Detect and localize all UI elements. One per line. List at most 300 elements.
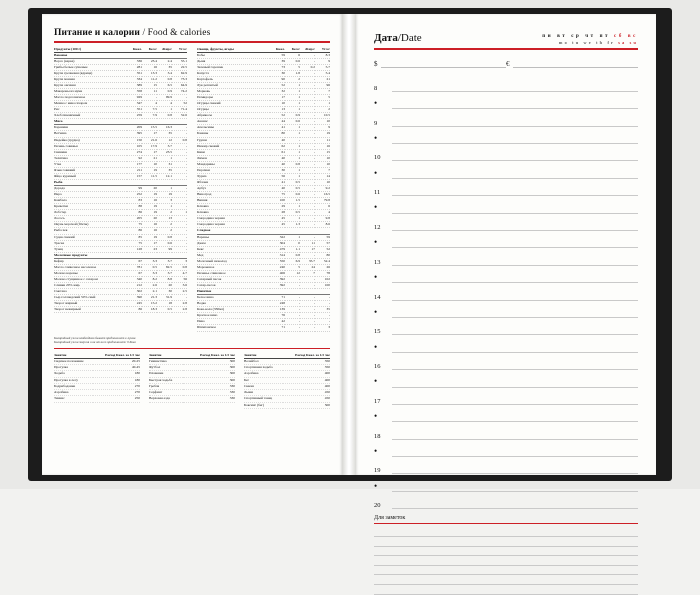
food-value: 479: [270, 246, 285, 252]
header-fat: Жир.г: [300, 47, 315, 53]
currency-usd-field[interactable]: [374, 59, 506, 68]
page-title-ru: Питание и калории: [54, 28, 140, 38]
hour-write-line[interactable]: [392, 448, 638, 457]
activity-burn: 270: [93, 383, 140, 389]
hour-write-line[interactable]: [392, 222, 638, 231]
weekday-en-th[interactable]: th: [596, 40, 608, 45]
hour-write-line[interactable]: [392, 117, 638, 126]
food-value: 1.1: [285, 246, 300, 252]
food-value: 1: [157, 107, 172, 113]
food-value: 74.2: [172, 89, 187, 95]
write-line[interactable]: [392, 465, 638, 474]
hour-write-line[interactable]: [392, 309, 638, 318]
write-line[interactable]: [392, 117, 638, 126]
food-value: 177: [127, 161, 142, 167]
activity-name: Бег: [244, 377, 283, 383]
food-value: 100: [270, 198, 285, 204]
hour-row-half[interactable]: [374, 335, 638, 352]
hour-row-half[interactable]: [374, 196, 638, 213]
hour-write-line[interactable]: [392, 361, 638, 370]
activity-name: Прогулка в лесу: [54, 377, 93, 383]
hour-label: •: [374, 98, 378, 109]
food-value: 1: [285, 173, 300, 179]
activity-name: Плавание: [149, 371, 183, 377]
food-value: 347: [127, 101, 142, 107]
hour-row-20[interactable]: [374, 492, 638, 509]
food-value: 17: [142, 131, 157, 137]
activity-name: Боксинг (бег): [244, 402, 283, 408]
food-value: 3: [315, 325, 330, 331]
food-value: 550: [270, 258, 285, 264]
calorie-note-line-2: Калорийный ужин энергия и он от него предполагает: 9 Ккал: [54, 340, 136, 345]
activity-name: Быстрая ходьба: [149, 377, 183, 383]
food-name: Ворсо (варка): [54, 58, 127, 64]
weekday-en-tu[interactable]: tu: [572, 40, 584, 45]
page-gutter: [342, 14, 356, 475]
note-line[interactable]: [374, 566, 638, 576]
hour-row-11[interactable]: [374, 179, 638, 196]
food-value: -: [172, 240, 187, 246]
food-value: 128: [127, 246, 142, 252]
activity-burn: 330: [183, 383, 235, 389]
food-tables: [54, 47, 330, 332]
food-value: 259: [127, 113, 142, 119]
food-value: 19: [142, 210, 157, 216]
food-value: -: [300, 234, 315, 240]
activity-burn: 300: [183, 377, 235, 383]
weekday-en-su[interactable]: su: [629, 40, 638, 45]
food-value: -: [142, 95, 157, 101]
food-value: 16: [315, 143, 330, 149]
food-value: 0.5: [142, 264, 157, 270]
write-line[interactable]: [392, 500, 638, 509]
hour-write-line[interactable]: [392, 239, 638, 248]
food-value: 0.6: [157, 240, 172, 246]
header-kcal: Ккал.: [270, 47, 285, 53]
food-name: Рис: [54, 107, 127, 113]
food-name: Вишня: [197, 198, 270, 204]
food-value: 21: [315, 76, 330, 82]
hour-write-line[interactable]: [392, 291, 638, 300]
food-value: -: [300, 89, 315, 95]
write-line[interactable]: [392, 239, 638, 248]
food-value: 52.6: [172, 113, 187, 119]
activity-burn: 250: [93, 396, 140, 402]
food-value: 10: [270, 101, 285, 107]
page-title-en: Food & calories: [147, 28, 211, 38]
food-value: -: [300, 198, 315, 204]
food-value: 8.3: [315, 52, 330, 58]
date-heading: [374, 32, 638, 44]
weekday-en-mo[interactable]: mo: [558, 40, 573, 45]
food-name: Утка: [54, 161, 127, 167]
weekday-en-sa[interactable]: sa: [618, 40, 630, 45]
date-separator: /: [397, 32, 401, 44]
food-value: 18: [157, 301, 172, 307]
activity-column-1: [54, 353, 140, 409]
food-value: -: [285, 283, 300, 289]
hour-row-12[interactable]: [374, 214, 638, 231]
hour-label: 18: [374, 432, 381, 440]
eur-input-line[interactable]: [513, 59, 639, 68]
food-value: -: [300, 113, 315, 119]
food-name: Творог жирный: [54, 301, 127, 307]
note-line[interactable]: [374, 527, 638, 537]
food-name: Мандарины: [197, 161, 270, 167]
usd-input-line[interactable]: [381, 59, 507, 68]
food-value: -: [172, 161, 187, 167]
food-value: 16.3: [157, 125, 172, 131]
write-line[interactable]: [392, 169, 638, 178]
food-value: 2: [315, 107, 330, 113]
food-value: 11: [315, 137, 330, 143]
food-value: 1: [285, 155, 300, 161]
food-name: Творог нежирный: [54, 307, 127, 313]
food-value: 105: [127, 143, 142, 149]
food-value: 314: [270, 252, 285, 258]
food-value: 73: [270, 64, 285, 70]
hour-write-line[interactable]: [392, 430, 638, 439]
hour-label: 20: [374, 502, 381, 510]
weekday-ru-ср[interactable]: ср: [571, 34, 586, 39]
hour-row-14[interactable]: [374, 283, 638, 300]
food-name: Тунец: [54, 246, 127, 252]
hour-row-half[interactable]: [374, 370, 638, 387]
activity-burn: 270: [93, 390, 140, 396]
hour-label: •: [374, 202, 378, 213]
hour-label: 13: [374, 258, 381, 266]
weekday-row-ru[interactable]: [542, 34, 638, 39]
food-value: 52.4: [315, 258, 330, 264]
food-value: 6: [315, 204, 330, 210]
hour-write-line[interactable]: [392, 135, 638, 144]
food-value: 99.9: [157, 95, 172, 101]
food-value: 2.1: [142, 289, 157, 295]
note-line[interactable]: [374, 585, 638, 595]
food-value: 23.4: [142, 58, 157, 64]
food-value: -: [300, 222, 315, 228]
food-value: 3.7: [157, 270, 172, 276]
food-value: 35.7: [300, 258, 315, 264]
food-value: 12: [157, 137, 172, 143]
food-value: 15.2: [142, 301, 157, 307]
write-line[interactable]: [392, 309, 638, 318]
note-line[interactable]: [374, 575, 638, 585]
write-line[interactable]: [392, 204, 638, 213]
food-value: 52: [270, 113, 285, 119]
food-name: Смородина черная: [197, 216, 270, 222]
food-value: 0.8: [157, 234, 172, 240]
food-value: -: [315, 301, 330, 307]
food-name: Морковь: [197, 89, 270, 95]
food-value: 90: [270, 76, 285, 82]
food-name: Сливки 20% жир.: [54, 283, 127, 289]
write-line[interactable]: [392, 430, 638, 439]
food-value: -: [300, 76, 315, 82]
food-value: 929: [127, 95, 142, 101]
note-line[interactable]: [374, 556, 638, 566]
food-value: 3.7: [157, 258, 172, 264]
food-value: 3.3: [142, 258, 157, 264]
food-value: 1.3: [285, 222, 300, 228]
write-line[interactable]: [392, 187, 638, 196]
food-value: 0.8: [157, 113, 172, 119]
hour-write-line[interactable]: [392, 482, 638, 491]
food-value: 16: [142, 222, 157, 228]
food-value: 30: [270, 70, 285, 76]
food-value: 0.8: [157, 76, 172, 82]
hour-write-line[interactable]: [392, 396, 638, 405]
food-value: -: [315, 295, 330, 301]
food-value: 4: [157, 101, 172, 107]
hour-write-line[interactable]: [392, 343, 638, 352]
food-value: 13: [270, 107, 285, 113]
food-value: -: [300, 276, 315, 282]
hour-write-line[interactable]: [392, 204, 638, 213]
hour-row-half[interactable]: [374, 301, 638, 318]
food-value: 3: [172, 258, 187, 264]
food-value: 4: [315, 210, 330, 216]
food-value: 21.6: [142, 137, 157, 143]
weekday-en-we[interactable]: we: [583, 40, 597, 45]
food-name: Смородина черная: [197, 222, 270, 228]
food-name: Пиво: [197, 319, 270, 325]
food-value: 73.3: [172, 76, 187, 82]
write-line[interactable]: [392, 343, 638, 352]
hour-label: •: [374, 376, 378, 387]
food-value: -: [300, 301, 315, 307]
food-value: -: [300, 149, 315, 155]
food-value: 781: [127, 264, 142, 270]
food-name: Телятина: [54, 155, 127, 161]
food-value: 19: [315, 131, 330, 137]
activity-rows-3: [244, 358, 330, 408]
hour-row-10[interactable]: [374, 144, 638, 161]
write-line[interactable]: [392, 152, 638, 161]
hour-row-13[interactable]: [374, 248, 638, 265]
header-protein: Бел.г: [142, 47, 157, 53]
food-value: 75: [270, 192, 285, 198]
hour-write-line[interactable]: [392, 413, 638, 422]
food-value: 209: [127, 125, 142, 131]
food-value: 16: [142, 228, 157, 234]
hour-row-half[interactable]: [374, 231, 638, 248]
hour-row-18[interactable]: [374, 422, 638, 439]
hour-row-half[interactable]: [374, 161, 638, 178]
food-value: 8.2: [142, 276, 157, 282]
hour-write-line[interactable]: [392, 465, 638, 474]
food-name: Икра: [54, 192, 127, 198]
food-name: Окунь морской (filеты): [54, 222, 127, 228]
hour-write-line[interactable]: [392, 378, 638, 387]
food-value: 20: [142, 216, 157, 222]
note-line[interactable]: [374, 537, 638, 547]
food-value: 1: [285, 167, 300, 173]
food-value: -: [172, 186, 187, 192]
food-name: Сахар-песок: [197, 283, 270, 289]
food-value: 2: [157, 210, 172, 216]
write-line[interactable]: [392, 222, 638, 231]
hour-row-9[interactable]: [374, 109, 638, 126]
write-line[interactable]: [392, 378, 638, 387]
write-line[interactable]: [392, 448, 638, 457]
food-value: -: [285, 307, 300, 313]
write-line[interactable]: [392, 256, 638, 265]
food-name: Киви: [197, 149, 270, 155]
food-name: Ананас: [197, 119, 270, 125]
food-name: Картофель: [197, 76, 270, 82]
food-value: 20: [157, 283, 172, 289]
activity-name: Прогулка: [54, 365, 93, 371]
food-value: -: [300, 155, 315, 161]
food-value: 17.9: [142, 143, 157, 149]
hour-write-line[interactable]: [392, 256, 638, 265]
food-value: 26: [315, 264, 330, 270]
hour-row-16[interactable]: [374, 353, 638, 370]
hour-schedule[interactable]: [374, 75, 638, 510]
food-value: 1: [157, 155, 172, 161]
food-name: Судак свежий: [54, 234, 127, 240]
food-value: 17: [142, 149, 157, 155]
activity-rows-1: [54, 358, 140, 402]
food-name: Варенье: [197, 234, 270, 240]
hour-row-half[interactable]: [374, 405, 638, 422]
food-value: 17: [300, 246, 315, 252]
food-value: 67: [127, 258, 142, 264]
food-name: Молочный шоколад: [197, 258, 270, 264]
food-section-title: Мясо: [54, 119, 187, 125]
notes-lines[interactable]: [374, 527, 638, 594]
activity-burn: 400: [283, 371, 330, 377]
write-line[interactable]: [392, 135, 638, 144]
hour-row-8[interactable]: [374, 75, 638, 92]
hour-row-half[interactable]: [374, 92, 638, 109]
food-value: 1: [285, 143, 300, 149]
food-value: 0.2: [300, 64, 315, 70]
hour-write-line[interactable]: [392, 187, 638, 196]
food-value: 211: [127, 167, 142, 173]
hour-label: •: [374, 272, 378, 282]
hour-write-line[interactable]: [392, 83, 638, 92]
write-line[interactable]: [392, 274, 638, 283]
food-value: 22.5: [172, 64, 187, 70]
hour-row-15[interactable]: [374, 318, 638, 335]
food-value: 304: [270, 240, 285, 246]
food-value: 44: [270, 119, 285, 125]
hour-write-line[interactable]: [392, 100, 638, 109]
food-value: 40: [270, 155, 285, 161]
food-value: 41: [270, 125, 285, 131]
write-line[interactable]: [392, 482, 638, 491]
food-name: Треска: [54, 240, 127, 246]
activity-header-burn: Расход Ккал. за 1/2 час: [93, 353, 140, 359]
weekday-row-en[interactable]: [542, 40, 638, 45]
food-value: 2: [285, 76, 300, 82]
food-value: 55.1: [172, 58, 187, 64]
hour-write-line[interactable]: [392, 152, 638, 161]
hour-row-half[interactable]: [374, 266, 638, 283]
hour-write-line[interactable]: [392, 326, 638, 335]
food-name: Свинина: [54, 149, 127, 155]
hour-write-line[interactable]: [392, 169, 638, 178]
food-value: -: [172, 167, 187, 173]
date-label-ru: Дата: [374, 32, 398, 44]
hour-label: •: [374, 445, 378, 456]
hour-row-17[interactable]: [374, 388, 638, 405]
food-name: Сметана: [54, 289, 127, 295]
activity-burn: 330: [183, 396, 235, 402]
hour-row-half[interactable]: [374, 474, 638, 491]
write-line[interactable]: [392, 100, 638, 109]
food-value: 71.4: [172, 107, 187, 113]
activity-burn: 350: [283, 365, 330, 371]
activity-name: Верховая езда: [149, 396, 183, 402]
food-value: 1: [285, 234, 300, 240]
write-line[interactable]: [392, 326, 638, 335]
food-value: 78: [315, 270, 330, 276]
food-value: 40: [270, 161, 285, 167]
hour-write-line[interactable]: [392, 274, 638, 283]
hour-label: 19: [374, 467, 381, 475]
food-value: 351: [127, 107, 142, 113]
header-carbs: Угл.г: [172, 47, 187, 53]
weekday-ru-сб[interactable]: сб: [613, 34, 628, 39]
write-line[interactable]: [392, 291, 638, 300]
food-value: 79.8: [315, 198, 330, 204]
write-line[interactable]: [392, 413, 638, 422]
food-name: Персики: [197, 167, 270, 173]
weekday-ru-вс[interactable]: вс: [627, 34, 638, 39]
food-value: 14: [315, 173, 330, 179]
weekday-ru-вт[interactable]: вт: [557, 34, 572, 39]
food-value: -: [300, 325, 315, 331]
food-value: -: [172, 173, 187, 179]
food-value: 6: [285, 52, 300, 58]
hour-label: •: [374, 306, 378, 317]
food-value: 0.9: [285, 113, 300, 119]
food-value: 1: [285, 95, 300, 101]
food-value: -: [172, 131, 187, 137]
hour-row-half[interactable]: [374, 127, 638, 144]
food-value: 248: [270, 301, 285, 307]
food-value: 2.8: [172, 301, 187, 307]
activity-table-3: [244, 353, 330, 409]
weekday-en-fr[interactable]: fr: [607, 40, 619, 45]
food-value: 99: [127, 186, 142, 192]
write-line[interactable]: [392, 396, 638, 405]
hour-row-19[interactable]: [374, 457, 638, 474]
food-value: 100: [315, 283, 330, 289]
food-name: Шампанское: [197, 325, 270, 331]
food-value: 30: [270, 167, 285, 173]
food-value: 252: [127, 192, 142, 198]
note-line[interactable]: [374, 547, 638, 557]
food-value: -: [300, 119, 315, 125]
weekday-ru-пт[interactable]: пт: [599, 34, 614, 39]
food-value: 11: [300, 240, 315, 246]
activity-column-3: [244, 353, 330, 409]
food-name: Сыр голландский 50% смей: [54, 295, 127, 301]
weekday-ru-чт[interactable]: чт: [585, 34, 600, 39]
weekday-ru-пн[interactable]: пн: [542, 34, 558, 39]
hour-write-line[interactable]: [392, 500, 638, 509]
hour-row-half[interactable]: [374, 440, 638, 457]
currency-eur-field[interactable]: [506, 59, 638, 68]
write-line[interactable]: [392, 83, 638, 92]
food-rows-right: [197, 52, 330, 331]
weekday-selector[interactable]: [542, 34, 638, 45]
write-line[interactable]: [392, 361, 638, 370]
